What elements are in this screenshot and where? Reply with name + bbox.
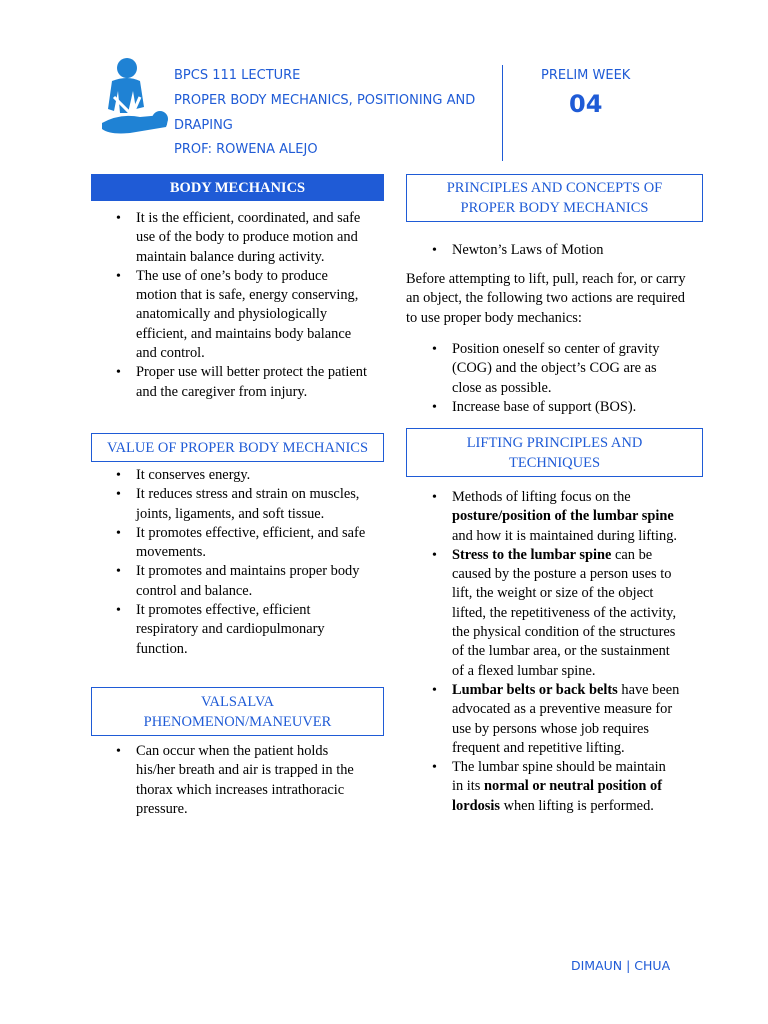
lifting-item4-text: The lumbar spine should be maintain in its — [452, 759, 666, 795]
valsalva-title-line2: PHENOMENON/MANEUVER — [143, 713, 332, 730]
list-item: • Proper use will better protect the patient and the caregiver from injury. — [108, 363, 368, 402]
week-number: 04 — [569, 90, 603, 118]
lifting-item1-bold: posture/position of the lumbar spine — [452, 508, 674, 525]
list-item — [424, 758, 680, 816]
list-item: • It reduces stress and strain on muscles, joints, ligaments, and soft tissue. — [108, 485, 368, 524]
lifting-item2-bold: Stress to the lumbar spine — [452, 546, 612, 563]
list-item: • It promotes and maintains proper body control and balance. — [108, 562, 368, 601]
lifting-title-line1: LIFTING PRINCIPLES AND — [466, 434, 643, 451]
list-item: • Increase base of support (BOS). — [424, 398, 684, 417]
list-item: • Newton’s Laws of Motion — [424, 241, 684, 260]
list-item: • Can occur when the patient holds his/her breath and air is trapped in the thorax which increases intrathoracic pressure. — [108, 742, 368, 819]
list-item: • The use of one’s body to produce motion that is safe, energy conserving, anatomically and physiologically efficient, and maintains body balance and control. — [108, 267, 368, 363]
list-item: • It conserves energy. — [108, 466, 368, 485]
valsalva-heading — [91, 687, 384, 736]
body-mechanics-heading — [91, 174, 384, 201]
lifting-item4-bold: normal or neutral position of lordosis — [452, 778, 663, 814]
newton-list — [424, 241, 684, 260]
week-label: PRELIM WEEK — [541, 68, 631, 83]
list-item — [424, 681, 680, 758]
lifting-heading — [406, 428, 703, 477]
body-mechanics-title: BODY MECHANICS — [169, 179, 306, 196]
list-item — [424, 488, 680, 546]
list-item: • Position oneself so center of gravity (COG) and the object’s COG are as close as possible. — [424, 340, 684, 398]
value-title: VALUE OF PROPER BODY MECHANICS — [106, 439, 369, 456]
body-mechanics-list — [108, 209, 368, 402]
value-heading — [91, 433, 384, 462]
header-divider — [502, 65, 503, 161]
list-item — [424, 546, 680, 681]
list-item: • It promotes effective, efficient respiratory and cardiopulmonary function. — [108, 601, 368, 659]
principles-list — [424, 340, 684, 417]
lifting-title-line2: TECHNIQUES — [508, 454, 601, 471]
valsalva-list — [108, 742, 368, 819]
cpr-person-icon — [100, 57, 170, 139]
list-item: • It promotes effective, efficient, and safe movements. — [108, 524, 368, 563]
lifting-item3-bold: Lumbar belts or back belts — [452, 681, 618, 698]
lifting-item1-rest: and how it is maintained during lifting. — [452, 527, 678, 544]
principles-heading — [406, 174, 703, 222]
course-code: BPCS 111 LECTURE — [174, 68, 301, 83]
valsalva-title-line1: VALSALVA — [200, 693, 275, 710]
principles-title-line2: PROPER BODY MECHANICS — [460, 200, 649, 216]
lecture-title-line2: DRAPING — [174, 118, 233, 133]
value-list — [108, 466, 368, 659]
lecture-title-line1: PROPER BODY MECHANICS, POSITIONING AND — [174, 93, 476, 108]
principles-title-line1: PRINCIPLES AND CONCEPTS OF — [446, 180, 663, 196]
principles-paragraph: Before attempting to lift, pull, reach for, or carry an object, the following two actions are required to use proper body mechanics: — [406, 271, 686, 326]
lifting-item4-rest: when lifting is performed. — [503, 797, 654, 814]
lifting-list — [424, 488, 680, 816]
lifting-item1-text: Methods of lifting focus on the — [452, 489, 631, 505]
lifting-item3-rest: have been advocated as a preventive measure for use by persons whose job requires frequent and repetitive lifting. — [452, 681, 680, 756]
list-item: • It is the efficient, coordinated, and safe use of the body to produce motion and maintain balance during activity. — [108, 209, 368, 267]
professor-name: PROF: ROWENA ALEJO — [174, 142, 318, 157]
footer-authors: DIMAUN | CHUA — [571, 958, 671, 973]
lifting-item2-rest: can be caused by the posture a person uses to lift, the weight or size of the object lifted, the repetitiveness of the activity, the physical condition of the structures of the lumbar area, or the sustainment of a flexed lumbar spine. — [452, 546, 677, 679]
